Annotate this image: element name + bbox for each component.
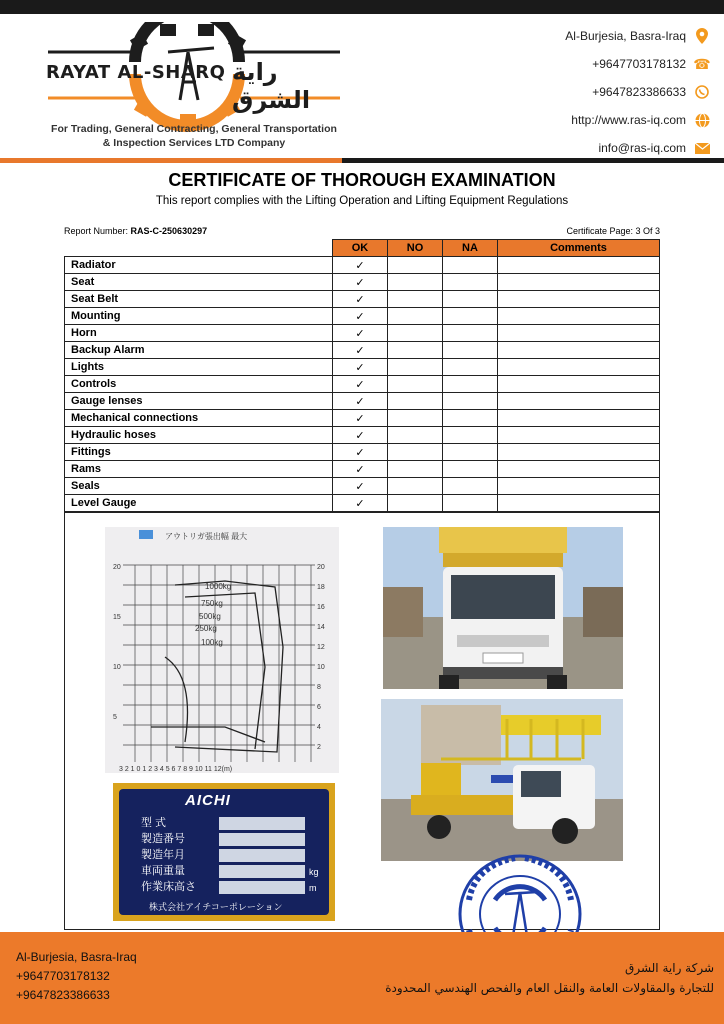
table-row [65, 325, 660, 342]
table-row [65, 342, 660, 359]
load-label-250: 250kg [195, 624, 217, 633]
svg-text:10: 10 [317, 664, 325, 671]
table-row [65, 393, 660, 410]
phone-icon: ☎ [693, 55, 711, 72]
nameplate-fields [219, 817, 305, 895]
certificate-page: Certificate Page: 3 Of 3 [566, 226, 660, 236]
item-label: Backup Alarm [65, 342, 333, 359]
item-label: Hydraulic hoses [65, 427, 333, 444]
svg-text:14: 14 [317, 624, 325, 631]
svg-text:8: 8 [317, 684, 321, 691]
top-band [0, 0, 724, 14]
ok-check: ✓ [333, 495, 388, 512]
plate-label-weight: 車両重量 [141, 865, 185, 877]
item-label: Mounting [65, 308, 333, 325]
certificate-subtitle: This report complies with the Lifting Operation and Lifting Equipment Regulations [155, 195, 569, 207]
item-label: Seals [65, 478, 333, 495]
header-blank [65, 240, 333, 257]
nameplate-maker: 株式会社アイチコーポレーション [149, 902, 283, 912]
plate-label-model: 型 式 [141, 817, 167, 829]
item-label: Radiator [65, 257, 333, 274]
email-link[interactable]: info@ras-iq.com [598, 141, 686, 155]
ok-check: ✓ [333, 427, 388, 444]
svg-text:20: 20 [317, 564, 325, 571]
ok-check: ✓ [333, 461, 388, 478]
table-row [65, 444, 660, 461]
report-number-value: RAS-C-250630297 [130, 226, 208, 236]
item-label: Fittings [65, 444, 333, 461]
item-label: Seat [65, 274, 333, 291]
svg-text:20: 20 [113, 564, 121, 571]
nameplate-panel [119, 789, 329, 915]
brand-name-arabic: راية الشرق [232, 58, 311, 114]
phone-2-text[interactable]: +9647823386633 [592, 85, 686, 99]
load-chart-photo [105, 527, 339, 773]
plate-label-serial: 製造番号 [141, 833, 185, 845]
ok-check: ✓ [333, 478, 388, 495]
truck-front-photo [383, 527, 623, 689]
brand-name-english: RAYAT AL-SHARQ [46, 62, 226, 83]
table-row [65, 291, 660, 308]
footer-contact [16, 948, 137, 1005]
phone-1-text[interactable]: +9647703178132 [592, 57, 686, 71]
nameplate-photo [113, 783, 335, 921]
header-divider [0, 158, 724, 163]
report-meta [64, 226, 660, 236]
svg-text:3 2 1 0 1 2 3 4 5 6 7 8 9 10 1: 3 2 1 0 1 2 3 4 5 6 7 8 9 10 11 12(m) [119, 766, 233, 773]
address-text: Al-Burjesia, Basra-Iraq [565, 29, 686, 43]
svg-text:16: 16 [317, 604, 325, 611]
mail-icon [694, 140, 710, 156]
footer-company-arabic [385, 958, 714, 998]
table-row [65, 359, 660, 376]
table-row [65, 376, 660, 393]
svg-text:4: 4 [317, 724, 321, 731]
ok-check: ✓ [333, 410, 388, 427]
header-ok: OK [333, 240, 388, 257]
contact-phone-2 [470, 78, 710, 106]
tagline-line-1: For Trading, General Contracting, General Transportation [51, 123, 337, 135]
plate-unit-m: m [309, 883, 317, 893]
tagline-line-2: & Inspection Services LTD Company [102, 137, 286, 149]
truck-side-photo [381, 699, 623, 861]
ok-check: ✓ [333, 274, 388, 291]
table-row [65, 257, 660, 274]
item-label: Rams [65, 461, 333, 478]
table-header-row [65, 240, 660, 257]
plate-label-date: 製造年月 [141, 849, 185, 861]
table-row [65, 461, 660, 478]
footer [0, 932, 724, 1024]
ok-check: ✓ [333, 342, 388, 359]
ok-check: ✓ [333, 308, 388, 325]
table-row [65, 478, 660, 495]
table-row [65, 308, 660, 325]
load-label-1000: 1000kg [205, 582, 232, 591]
report-number [64, 226, 207, 236]
footer-address: Al-Burjesia, Basra-Iraq [16, 950, 137, 964]
svg-text:15: 15 [113, 614, 121, 621]
svg-text:18: 18 [317, 584, 325, 591]
svg-text:6: 6 [317, 704, 321, 711]
footer-arabic-line-2: للتجارة والمقاولات العامة والنقل العام والفحص الهندسي المحدودة [385, 981, 714, 995]
nameplate-labels [141, 815, 196, 895]
ok-check: ✓ [333, 393, 388, 410]
svg-text:10: 10 [113, 664, 121, 671]
ok-check: ✓ [333, 359, 388, 376]
svg-text:12: 12 [317, 644, 325, 651]
footer-phone-1[interactable]: +9647703178132 [16, 969, 110, 983]
contact-address [470, 22, 710, 50]
item-label: Seat Belt [65, 291, 333, 308]
table-row [65, 410, 660, 427]
whatsapp-icon [694, 84, 710, 100]
ok-check: ✓ [333, 444, 388, 461]
item-label: Lights [65, 359, 333, 376]
load-chart-caption: アウトリガ張出幅 最大 [165, 532, 248, 541]
report-number-label: Report Number: [64, 226, 129, 236]
footer-phone-2[interactable]: +9647823386633 [16, 988, 110, 1002]
load-label-500: 500kg [199, 612, 221, 621]
table-row [65, 274, 660, 291]
plate-unit-kg: kg [309, 867, 319, 877]
certificate-title: CERTIFICATE OF THOROUGH EXAMINATION [168, 170, 556, 190]
contact-block [470, 22, 710, 162]
item-label: Horn [65, 325, 333, 342]
contact-phone-1 [470, 50, 710, 78]
table-row [65, 495, 660, 512]
ok-check: ✓ [333, 325, 388, 342]
item-label: Level Gauge [65, 495, 333, 512]
globe-icon [694, 112, 710, 128]
item-label: Mechanical connections [65, 410, 333, 427]
website-link[interactable]: http://www.ras-iq.com [571, 113, 686, 127]
footer-arabic-line-1: شركة راية الشرق [625, 961, 714, 975]
company-logo [40, 22, 350, 132]
load-label-750: 750kg [201, 599, 223, 608]
inspection-checklist-table [64, 239, 660, 512]
table-row [65, 427, 660, 444]
ok-check: ✓ [333, 376, 388, 393]
contact-website [470, 106, 710, 134]
header-no: NO [388, 240, 443, 257]
header-na: NA [443, 240, 498, 257]
item-label: Gauge lenses [65, 393, 333, 410]
nameplate-brand: AICHI [185, 792, 231, 809]
ok-check: ✓ [333, 291, 388, 308]
location-icon [694, 28, 710, 44]
company-tagline [44, 122, 344, 150]
plate-label-height: 作業床高さ [141, 881, 196, 893]
ok-check: ✓ [333, 257, 388, 274]
svg-text:5: 5 [113, 714, 117, 721]
item-label: Controls [65, 376, 333, 393]
header-comments: Comments [498, 240, 660, 257]
load-label-100: 100kg [201, 638, 223, 647]
svg-text:2: 2 [317, 744, 321, 751]
